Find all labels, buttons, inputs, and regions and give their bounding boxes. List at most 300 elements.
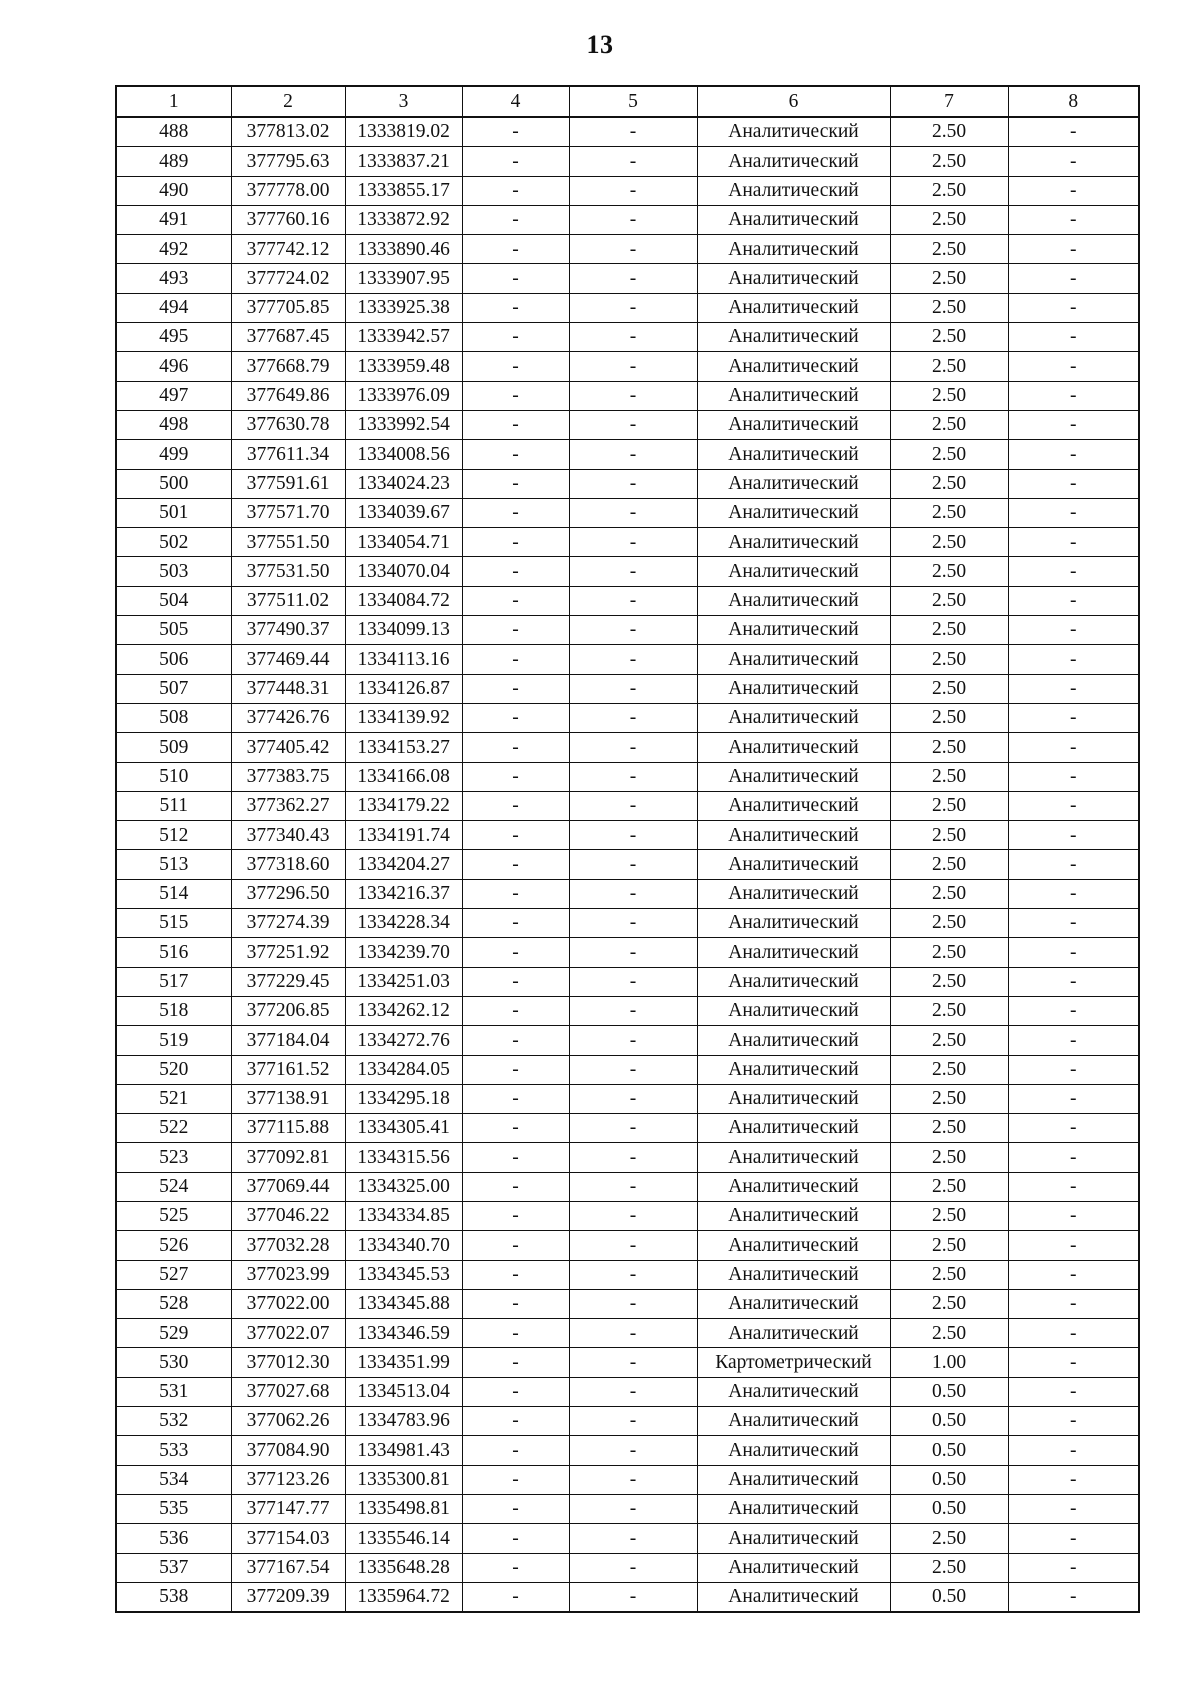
table-row xyxy=(116,1172,1139,1201)
point-number-cell: 501 xyxy=(116,498,231,527)
table-row xyxy=(116,410,1139,439)
table-row xyxy=(116,498,1139,527)
column-8-cell: - xyxy=(1008,733,1139,762)
method-cell: Аналитический xyxy=(697,1494,890,1523)
method-cell: Аналитический xyxy=(697,557,890,586)
accuracy-cell: 2.50 xyxy=(890,586,1008,615)
accuracy-cell: 2.50 xyxy=(890,1231,1008,1260)
y-coordinate-cell: 1333976.09 xyxy=(345,381,462,410)
table-row xyxy=(116,117,1139,147)
method-cell: Аналитический xyxy=(697,821,890,850)
column-4-cell: - xyxy=(462,293,569,322)
point-number-cell: 500 xyxy=(116,469,231,498)
y-coordinate-cell: 1333890.46 xyxy=(345,235,462,264)
column-5-cell: - xyxy=(569,147,697,176)
column-4-cell: - xyxy=(462,1055,569,1084)
x-coordinate-cell: 377649.86 xyxy=(231,381,345,410)
method-cell: Аналитический xyxy=(697,410,890,439)
point-number-cell: 511 xyxy=(116,791,231,820)
column-5-cell: - xyxy=(569,205,697,234)
column-4-cell: - xyxy=(462,1348,569,1377)
column-8-cell: - xyxy=(1008,1524,1139,1553)
accuracy-cell: 2.50 xyxy=(890,117,1008,147)
point-number-cell: 533 xyxy=(116,1436,231,1465)
method-cell: Аналитический xyxy=(697,996,890,1025)
y-coordinate-cell: 1334216.37 xyxy=(345,879,462,908)
accuracy-cell: 2.50 xyxy=(890,352,1008,381)
column-4-cell: - xyxy=(462,469,569,498)
column-8-cell: - xyxy=(1008,235,1139,264)
column-5-cell: - xyxy=(569,235,697,264)
column-5-cell: - xyxy=(569,264,697,293)
accuracy-cell: 2.50 xyxy=(890,909,1008,938)
accuracy-cell: 2.50 xyxy=(890,1260,1008,1289)
x-coordinate-cell: 377795.63 xyxy=(231,147,345,176)
accuracy-cell: 2.50 xyxy=(890,1114,1008,1143)
table-row xyxy=(116,674,1139,703)
x-coordinate-cell: 377022.07 xyxy=(231,1319,345,1348)
x-coordinate-cell: 377531.50 xyxy=(231,557,345,586)
point-number-cell: 525 xyxy=(116,1201,231,1230)
method-cell: Аналитический xyxy=(697,1143,890,1172)
point-number-cell: 516 xyxy=(116,938,231,967)
table-row xyxy=(116,528,1139,557)
x-coordinate-cell: 377490.37 xyxy=(231,616,345,645)
table-row xyxy=(116,1026,1139,1055)
x-coordinate-cell: 377813.02 xyxy=(231,117,345,147)
table-row xyxy=(116,1524,1139,1553)
y-coordinate-cell: 1334113.16 xyxy=(345,645,462,674)
accuracy-cell: 2.50 xyxy=(890,235,1008,264)
point-number-cell: 521 xyxy=(116,1084,231,1113)
column-8-cell: - xyxy=(1008,1582,1139,1612)
x-coordinate-cell: 377511.02 xyxy=(231,586,345,615)
accuracy-cell: 2.50 xyxy=(890,879,1008,908)
accuracy-cell: 2.50 xyxy=(890,528,1008,557)
column-4-cell: - xyxy=(462,1436,569,1465)
table-row xyxy=(116,938,1139,967)
y-coordinate-cell: 1334179.22 xyxy=(345,791,462,820)
method-cell: Аналитический xyxy=(697,1407,890,1436)
table-row xyxy=(116,1289,1139,1318)
column-8-cell: - xyxy=(1008,293,1139,322)
method-cell: Аналитический xyxy=(697,645,890,674)
column-header-6: 6 xyxy=(697,86,890,117)
column-4-cell: - xyxy=(462,235,569,264)
method-cell: Аналитический xyxy=(697,1026,890,1055)
y-coordinate-cell: 1335300.81 xyxy=(345,1465,462,1494)
y-coordinate-cell: 1334239.70 xyxy=(345,938,462,967)
table-row xyxy=(116,557,1139,586)
column-5-cell: - xyxy=(569,1465,697,1494)
point-number-cell: 523 xyxy=(116,1143,231,1172)
column-8-cell: - xyxy=(1008,586,1139,615)
column-4-cell: - xyxy=(462,1201,569,1230)
y-coordinate-cell: 1333855.17 xyxy=(345,176,462,205)
table-row xyxy=(116,1260,1139,1289)
column-8-cell: - xyxy=(1008,791,1139,820)
column-8-cell: - xyxy=(1008,205,1139,234)
column-4-cell: - xyxy=(462,938,569,967)
point-number-cell: 524 xyxy=(116,1172,231,1201)
column-8-cell: - xyxy=(1008,1407,1139,1436)
point-number-cell: 495 xyxy=(116,323,231,352)
column-5-cell: - xyxy=(569,821,697,850)
column-8-cell: - xyxy=(1008,821,1139,850)
table-row xyxy=(116,1084,1139,1113)
column-8-cell: - xyxy=(1008,1553,1139,1582)
column-4-cell: - xyxy=(462,674,569,703)
point-number-cell: 517 xyxy=(116,967,231,996)
accuracy-cell: 2.50 xyxy=(890,557,1008,586)
table-row xyxy=(116,352,1139,381)
column-5-cell: - xyxy=(569,1319,697,1348)
column-8-cell: - xyxy=(1008,469,1139,498)
column-5-cell: - xyxy=(569,1582,697,1612)
column-8-cell: - xyxy=(1008,938,1139,967)
column-8-cell: - xyxy=(1008,967,1139,996)
column-4-cell: - xyxy=(462,1143,569,1172)
accuracy-cell: 2.50 xyxy=(890,674,1008,703)
column-8-cell: - xyxy=(1008,1201,1139,1230)
y-coordinate-cell: 1334166.08 xyxy=(345,762,462,791)
column-8-cell: - xyxy=(1008,1319,1139,1348)
point-number-cell: 498 xyxy=(116,410,231,439)
method-cell: Аналитический xyxy=(697,147,890,176)
column-8-cell: - xyxy=(1008,1436,1139,1465)
point-number-cell: 538 xyxy=(116,1582,231,1612)
x-coordinate-cell: 377206.85 xyxy=(231,996,345,1025)
column-5-cell: - xyxy=(569,1231,697,1260)
column-4-cell: - xyxy=(462,440,569,469)
method-cell: Аналитический xyxy=(697,1201,890,1230)
x-coordinate-cell: 377340.43 xyxy=(231,821,345,850)
column-5-cell: - xyxy=(569,1084,697,1113)
point-number-cell: 492 xyxy=(116,235,231,264)
point-number-cell: 532 xyxy=(116,1407,231,1436)
y-coordinate-cell: 1333959.48 xyxy=(345,352,462,381)
column-4-cell: - xyxy=(462,1494,569,1523)
column-8-cell: - xyxy=(1008,1377,1139,1406)
column-8-cell: - xyxy=(1008,1231,1139,1260)
method-cell: Аналитический xyxy=(697,498,890,527)
table-body xyxy=(116,117,1139,1612)
y-coordinate-cell: 1335546.14 xyxy=(345,1524,462,1553)
method-cell: Аналитический xyxy=(697,1465,890,1494)
table-row xyxy=(116,469,1139,498)
column-4-cell: - xyxy=(462,381,569,410)
x-coordinate-cell: 377296.50 xyxy=(231,879,345,908)
table-row xyxy=(116,381,1139,410)
column-8-cell: - xyxy=(1008,1289,1139,1318)
column-8-cell: - xyxy=(1008,323,1139,352)
x-coordinate-cell: 377705.85 xyxy=(231,293,345,322)
point-number-cell: 535 xyxy=(116,1494,231,1523)
column-8-cell: - xyxy=(1008,1348,1139,1377)
y-coordinate-cell: 1335498.81 xyxy=(345,1494,462,1523)
column-5-cell: - xyxy=(569,117,697,147)
accuracy-cell: 2.50 xyxy=(890,176,1008,205)
column-4-cell: - xyxy=(462,762,569,791)
y-coordinate-cell: 1334039.67 xyxy=(345,498,462,527)
accuracy-cell: 2.50 xyxy=(890,850,1008,879)
column-8-cell: - xyxy=(1008,557,1139,586)
point-number-cell: 530 xyxy=(116,1348,231,1377)
method-cell: Аналитический xyxy=(697,850,890,879)
method-cell: Аналитический xyxy=(697,352,890,381)
column-5-cell: - xyxy=(569,1055,697,1084)
column-5-cell: - xyxy=(569,176,697,205)
y-coordinate-cell: 1334345.88 xyxy=(345,1289,462,1318)
method-cell: Аналитический xyxy=(697,528,890,557)
accuracy-cell: 2.50 xyxy=(890,616,1008,645)
column-5-cell: - xyxy=(569,1348,697,1377)
column-5-cell: - xyxy=(569,557,697,586)
y-coordinate-cell: 1333819.02 xyxy=(345,117,462,147)
method-cell: Аналитический xyxy=(697,1172,890,1201)
header-row xyxy=(116,86,1139,117)
x-coordinate-cell: 377742.12 xyxy=(231,235,345,264)
y-coordinate-cell: 1334251.03 xyxy=(345,967,462,996)
column-5-cell: - xyxy=(569,938,697,967)
y-coordinate-cell: 1334070.04 xyxy=(345,557,462,586)
y-coordinate-cell: 1335964.72 xyxy=(345,1582,462,1612)
method-cell: Аналитический xyxy=(697,1319,890,1348)
column-5-cell: - xyxy=(569,1436,697,1465)
x-coordinate-cell: 377274.39 xyxy=(231,909,345,938)
column-8-cell: - xyxy=(1008,1055,1139,1084)
table-row xyxy=(116,440,1139,469)
y-coordinate-cell: 1334345.53 xyxy=(345,1260,462,1289)
column-5-cell: - xyxy=(569,381,697,410)
method-cell: Аналитический xyxy=(697,1524,890,1553)
column-5-cell: - xyxy=(569,762,697,791)
table-row xyxy=(116,996,1139,1025)
accuracy-cell: 2.50 xyxy=(890,1553,1008,1582)
accuracy-cell: 2.50 xyxy=(890,821,1008,850)
column-8-cell: - xyxy=(1008,1114,1139,1143)
y-coordinate-cell: 1334139.92 xyxy=(345,703,462,732)
table-row xyxy=(116,879,1139,908)
x-coordinate-cell: 377383.75 xyxy=(231,762,345,791)
method-cell: Аналитический xyxy=(697,879,890,908)
table-row xyxy=(116,645,1139,674)
x-coordinate-cell: 377630.78 xyxy=(231,410,345,439)
point-number-cell: 529 xyxy=(116,1319,231,1348)
column-8-cell: - xyxy=(1008,117,1139,147)
method-cell: Аналитический xyxy=(697,1114,890,1143)
table-row xyxy=(116,1055,1139,1084)
y-coordinate-cell: 1334084.72 xyxy=(345,586,462,615)
column-4-cell: - xyxy=(462,1172,569,1201)
point-number-cell: 491 xyxy=(116,205,231,234)
column-5-cell: - xyxy=(569,498,697,527)
column-header-7: 7 xyxy=(890,86,1008,117)
x-coordinate-cell: 377611.34 xyxy=(231,440,345,469)
column-5-cell: - xyxy=(569,645,697,674)
column-4-cell: - xyxy=(462,703,569,732)
table-row xyxy=(116,967,1139,996)
y-coordinate-cell: 1333907.95 xyxy=(345,264,462,293)
x-coordinate-cell: 377668.79 xyxy=(231,352,345,381)
x-coordinate-cell: 377687.45 xyxy=(231,323,345,352)
accuracy-cell: 2.50 xyxy=(890,1524,1008,1553)
y-coordinate-cell: 1334054.71 xyxy=(345,528,462,557)
x-coordinate-cell: 377154.03 xyxy=(231,1524,345,1553)
y-coordinate-cell: 1334191.74 xyxy=(345,821,462,850)
column-8-cell: - xyxy=(1008,147,1139,176)
y-coordinate-cell: 1334024.23 xyxy=(345,469,462,498)
point-number-cell: 527 xyxy=(116,1260,231,1289)
y-coordinate-cell: 1334295.18 xyxy=(345,1084,462,1113)
y-coordinate-cell: 1334228.34 xyxy=(345,909,462,938)
accuracy-cell: 2.50 xyxy=(890,938,1008,967)
x-coordinate-cell: 377469.44 xyxy=(231,645,345,674)
column-5-cell: - xyxy=(569,1114,697,1143)
point-number-cell: 490 xyxy=(116,176,231,205)
column-8-cell: - xyxy=(1008,1172,1139,1201)
column-4-cell: - xyxy=(462,645,569,674)
method-cell: Аналитический xyxy=(697,117,890,147)
table-row xyxy=(116,1407,1139,1436)
accuracy-cell: 2.50 xyxy=(890,1289,1008,1318)
column-5-cell: - xyxy=(569,410,697,439)
method-cell: Аналитический xyxy=(697,1377,890,1406)
x-coordinate-cell: 377229.45 xyxy=(231,967,345,996)
table-row xyxy=(116,293,1139,322)
column-5-cell: - xyxy=(569,967,697,996)
x-coordinate-cell: 377062.26 xyxy=(231,1407,345,1436)
table-row xyxy=(116,703,1139,732)
y-coordinate-cell: 1333942.57 xyxy=(345,323,462,352)
x-coordinate-cell: 377362.27 xyxy=(231,791,345,820)
column-8-cell: - xyxy=(1008,1026,1139,1055)
column-8-cell: - xyxy=(1008,440,1139,469)
column-8-cell: - xyxy=(1008,528,1139,557)
column-4-cell: - xyxy=(462,821,569,850)
point-number-cell: 512 xyxy=(116,821,231,850)
column-5-cell: - xyxy=(569,703,697,732)
column-4-cell: - xyxy=(462,117,569,147)
column-5-cell: - xyxy=(569,440,697,469)
column-5-cell: - xyxy=(569,616,697,645)
column-4-cell: - xyxy=(462,1582,569,1612)
x-coordinate-cell: 377251.92 xyxy=(231,938,345,967)
column-8-cell: - xyxy=(1008,703,1139,732)
table-header xyxy=(116,86,1139,117)
column-8-cell: - xyxy=(1008,498,1139,527)
table-row xyxy=(116,909,1139,938)
method-cell: Аналитический xyxy=(697,1055,890,1084)
point-number-cell: 509 xyxy=(116,733,231,762)
y-coordinate-cell: 1334325.00 xyxy=(345,1172,462,1201)
column-4-cell: - xyxy=(462,733,569,762)
x-coordinate-cell: 377138.91 xyxy=(231,1084,345,1113)
accuracy-cell: 0.50 xyxy=(890,1494,1008,1523)
method-cell: Аналитический xyxy=(697,703,890,732)
point-number-cell: 528 xyxy=(116,1289,231,1318)
column-5-cell: - xyxy=(569,586,697,615)
column-4-cell: - xyxy=(462,557,569,586)
y-coordinate-cell: 1334204.27 xyxy=(345,850,462,879)
table-row xyxy=(116,1114,1139,1143)
method-cell: Аналитический xyxy=(697,1231,890,1260)
method-cell: Аналитический xyxy=(697,293,890,322)
page-number: 13 xyxy=(586,30,614,59)
method-cell: Аналитический xyxy=(697,205,890,234)
column-8-cell: - xyxy=(1008,1494,1139,1523)
x-coordinate-cell: 377591.61 xyxy=(231,469,345,498)
method-cell: Аналитический xyxy=(697,586,890,615)
column-4-cell: - xyxy=(462,850,569,879)
x-coordinate-cell: 377123.26 xyxy=(231,1465,345,1494)
table-row xyxy=(116,147,1139,176)
point-number-cell: 522 xyxy=(116,1114,231,1143)
point-number-cell: 499 xyxy=(116,440,231,469)
table-row xyxy=(116,733,1139,762)
accuracy-cell: 2.50 xyxy=(890,264,1008,293)
point-number-cell: 503 xyxy=(116,557,231,586)
y-coordinate-cell: 1333925.38 xyxy=(345,293,462,322)
accuracy-cell: 2.50 xyxy=(890,205,1008,234)
accuracy-cell: 2.50 xyxy=(890,762,1008,791)
accuracy-cell: 1.00 xyxy=(890,1348,1008,1377)
table-row xyxy=(116,1465,1139,1494)
point-number-cell: 497 xyxy=(116,381,231,410)
accuracy-cell: 2.50 xyxy=(890,1084,1008,1113)
method-cell: Аналитический xyxy=(697,235,890,264)
method-cell: Аналитический xyxy=(697,733,890,762)
column-5-cell: - xyxy=(569,996,697,1025)
x-coordinate-cell: 377724.02 xyxy=(231,264,345,293)
x-coordinate-cell: 377022.00 xyxy=(231,1289,345,1318)
point-number-cell: 504 xyxy=(116,586,231,615)
point-number-cell: 489 xyxy=(116,147,231,176)
column-5-cell: - xyxy=(569,469,697,498)
column-header-2: 2 xyxy=(231,86,345,117)
table-row xyxy=(116,176,1139,205)
column-8-cell: - xyxy=(1008,996,1139,1025)
point-number-cell: 505 xyxy=(116,616,231,645)
column-4-cell: - xyxy=(462,1407,569,1436)
column-header-8: 8 xyxy=(1008,86,1139,117)
accuracy-cell: 2.50 xyxy=(890,293,1008,322)
y-coordinate-cell: 1334346.59 xyxy=(345,1319,462,1348)
column-8-cell: - xyxy=(1008,176,1139,205)
accuracy-cell: 2.50 xyxy=(890,703,1008,732)
y-coordinate-cell: 1334272.76 xyxy=(345,1026,462,1055)
method-cell: Аналитический xyxy=(697,469,890,498)
column-5-cell: - xyxy=(569,1260,697,1289)
accuracy-cell: 0.50 xyxy=(890,1582,1008,1612)
x-coordinate-cell: 377184.04 xyxy=(231,1026,345,1055)
column-4-cell: - xyxy=(462,1084,569,1113)
x-coordinate-cell: 377209.39 xyxy=(231,1582,345,1612)
x-coordinate-cell: 377551.50 xyxy=(231,528,345,557)
method-cell: Аналитический xyxy=(697,967,890,996)
column-8-cell: - xyxy=(1008,879,1139,908)
column-header-4: 4 xyxy=(462,86,569,117)
y-coordinate-cell: 1335648.28 xyxy=(345,1553,462,1582)
point-number-cell: 496 xyxy=(116,352,231,381)
point-number-cell: 536 xyxy=(116,1524,231,1553)
column-4-cell: - xyxy=(462,1026,569,1055)
point-number-cell: 537 xyxy=(116,1553,231,1582)
table-row xyxy=(116,1582,1139,1612)
table-row xyxy=(116,586,1139,615)
column-5-cell: - xyxy=(569,1553,697,1582)
x-coordinate-cell: 377023.99 xyxy=(231,1260,345,1289)
